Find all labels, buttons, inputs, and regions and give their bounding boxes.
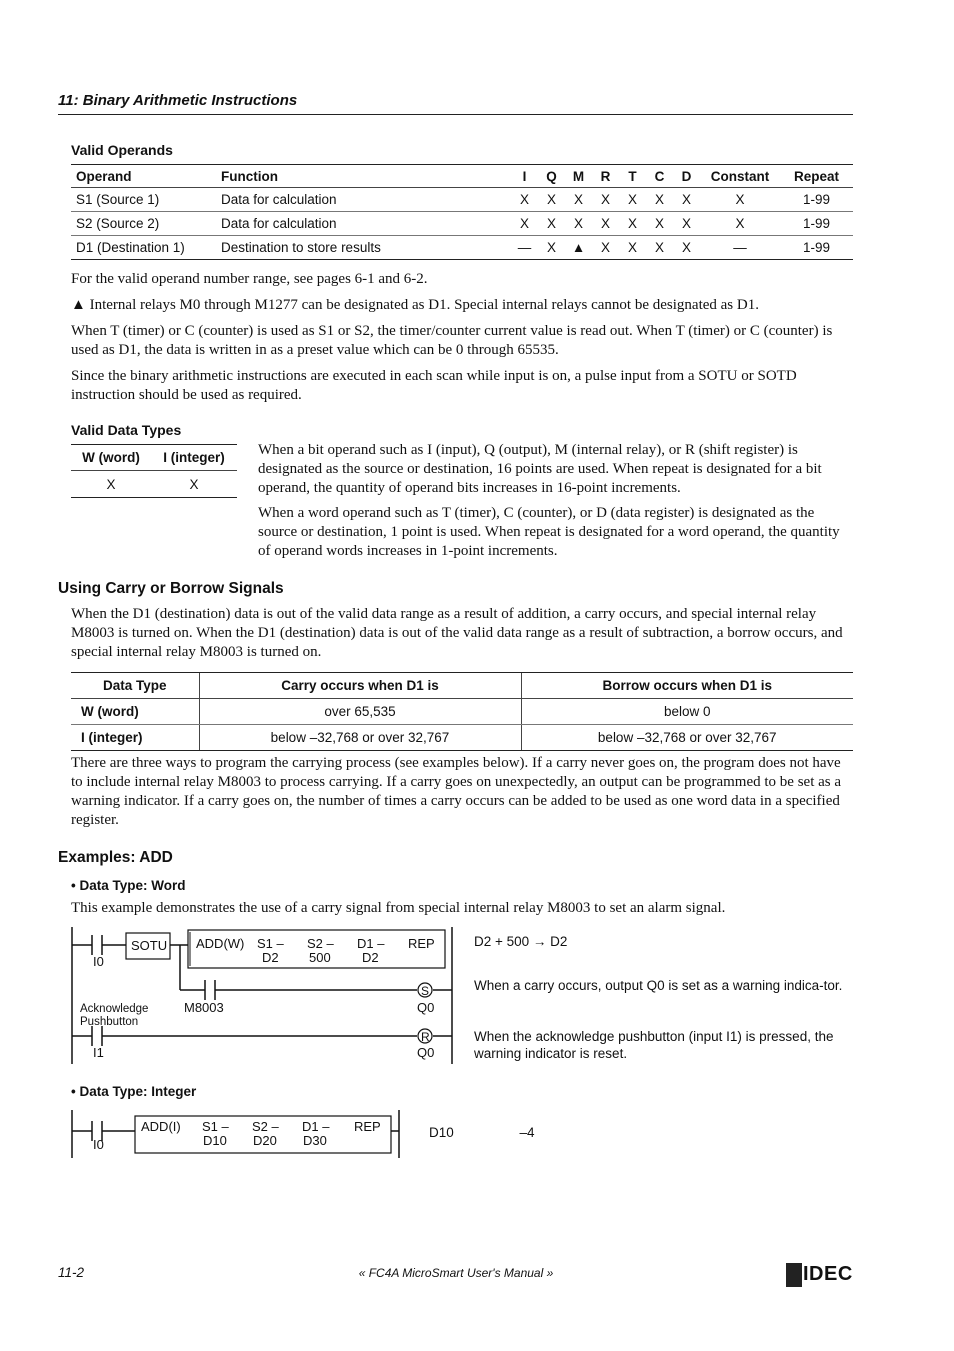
examples-heading: Examples: ADD <box>58 849 173 866</box>
col-function: Function <box>216 165 511 188</box>
cell: D1 (Destination 1) <box>71 236 216 260</box>
col-word: W (word) <box>71 445 151 471</box>
cell: X <box>71 471 151 498</box>
d1-label: D1 – <box>357 936 385 951</box>
add-i-label: ADD(I) <box>141 1119 181 1134</box>
cell: X <box>700 212 780 236</box>
col-integer: I (integer) <box>151 445 237 471</box>
word-operand-note: When a word operand such as T (timer), C (counter), or D (data register) is designated as the source or destination, 1 point is used. When repeat is designated for a word operand, the quantity of operand words increases in 1-point increments. <box>258 505 840 559</box>
col-c: C <box>646 165 673 188</box>
s2-label: S2 – <box>307 936 334 951</box>
valid-operands-table <box>71 164 853 260</box>
idec-logo: IDEC <box>803 1263 853 1285</box>
s2-value: 500 <box>309 950 331 965</box>
col-d: D <box>673 165 700 188</box>
chapter-title: 11: Binary Arithmetic Instructions <box>58 92 298 109</box>
cell: X <box>646 236 673 260</box>
table-row <box>71 212 853 236</box>
rep-label: REP <box>408 936 435 951</box>
s2-label: S2 – <box>252 1119 279 1134</box>
cell: X <box>673 188 700 212</box>
valid-data-types-heading: Valid Data Types <box>71 422 182 438</box>
cell: X <box>538 236 565 260</box>
cell: X <box>511 188 538 212</box>
input-i0-label: I0 <box>93 954 104 969</box>
d1-value: D2 <box>362 950 379 965</box>
cell: 1-99 <box>780 212 853 236</box>
input-i1-label: I1 <box>93 1045 104 1060</box>
set-coil-letter: S <box>421 984 430 998</box>
internal-relay-note: ▲ Internal relays M0 through M1277 can be designated as D1. Special internal relays cannot be designated as D1. <box>71 297 759 313</box>
table-header-row <box>71 673 853 699</box>
acknowledge-note: When the acknowledge pushbutton (input I1) is pressed, the warning indicator is reset. <box>474 1029 834 1061</box>
col-i: I <box>511 165 538 188</box>
cell: X <box>592 212 619 236</box>
add-equation-note: D2 + 500 → D2 <box>474 934 568 949</box>
cell: X <box>565 188 592 212</box>
integer-result-illustration <box>425 1116 795 1148</box>
word-example-bullet: • Data Type: Word <box>71 878 186 893</box>
cell: Destination to store results <box>216 236 511 260</box>
d10-label: D10 <box>429 1125 454 1140</box>
cell: X <box>151 471 237 498</box>
ack-label-line1: Acknowledge <box>80 1003 149 1015</box>
sotu-label: SOTU <box>131 938 168 953</box>
cell: below 0 <box>521 699 853 725</box>
col-r: R <box>592 165 619 188</box>
table-row <box>71 471 237 498</box>
cell: S2 (Source 2) <box>71 212 216 236</box>
cell: X <box>511 212 538 236</box>
cell: W (word) <box>71 699 199 725</box>
cell: below –32,768 or over 32,767 <box>521 725 853 751</box>
d10-value: –4 <box>519 1125 535 1140</box>
cell: X <box>619 188 646 212</box>
valid-data-types-table <box>71 444 237 498</box>
col-q: Q <box>538 165 565 188</box>
cell: X <box>538 212 565 236</box>
add-w-label: ADD(W) <box>196 936 245 951</box>
word-ladder-diagram <box>60 922 470 1070</box>
rep-label: REP <box>354 1119 381 1134</box>
col-t: T <box>619 165 646 188</box>
cell: ▲ <box>565 236 592 260</box>
cell: X <box>565 212 592 236</box>
cell: X <box>619 212 646 236</box>
cell: — <box>511 236 538 260</box>
integer-ladder-diagram <box>60 1106 410 1162</box>
cell: I (integer) <box>71 725 199 751</box>
cell: Data for calculation <box>216 188 511 212</box>
col-carry: Carry occurs when D1 is <box>199 673 521 699</box>
col-borrow: Borrow occurs when D1 is <box>521 673 853 699</box>
cell: over 65,535 <box>199 699 521 725</box>
page-number: 11-2 <box>58 1265 85 1280</box>
input-i0-label: I0 <box>93 1137 104 1152</box>
cell: X <box>673 236 700 260</box>
carry-borrow-table <box>71 672 853 751</box>
reset-coil-letter: R <box>421 1030 430 1044</box>
header-rule <box>58 114 853 115</box>
d1-label: D1 – <box>302 1119 330 1134</box>
cell: X <box>619 236 646 260</box>
table-row <box>71 725 853 751</box>
cell: X <box>592 188 619 212</box>
table-row <box>71 236 853 260</box>
cell: Data for calculation <box>216 212 511 236</box>
col-constant: Constant <box>700 165 780 188</box>
bit-operand-note: When a bit operand such as I (input), Q (output), M (internal relay), or R (shift register) is designated as the source or destination, 16 points are used. When repeat is designated for a bit operand, the quantity of operand bits increases in 16-point increments. <box>258 442 822 496</box>
operand-range-note: For the valid operand number range, see pages 6-1 and 6-2. <box>71 271 428 287</box>
s2-value: D20 <box>253 1133 277 1148</box>
ack-label-line2: Pushbutton <box>80 1016 139 1028</box>
cell: X <box>646 212 673 236</box>
manual-title: « FC4A MicroSmart User's Manual » <box>358 1266 554 1280</box>
cell: X <box>592 236 619 260</box>
carry-outro: There are three ways to program the carrying process (see examples below). If a carry never goes on, the program does not have to include internal relay M8003 to process carrying. If a carry goes on unexpectedly, an output can be programmed to be set as a warning indicator. If a carry goes on, the number of times a carry occurs can be added to be used as one word data in a specified register. <box>71 755 842 828</box>
col-m: M <box>565 165 592 188</box>
cell: X <box>700 188 780 212</box>
q0-reset-label: Q0 <box>417 1045 435 1060</box>
s1-label: S1 – <box>257 936 284 951</box>
pulse-input-note: Since the binary arithmetic instructions are executed in each scan while input is on, a pulse input from a SOTU or SOTD instruction should be used as required. <box>71 368 797 403</box>
cell: X <box>673 212 700 236</box>
cell: 1-99 <box>780 188 853 212</box>
table-row <box>71 188 853 212</box>
integer-example-bullet: • Data Type: Integer <box>71 1084 197 1099</box>
cell: 1-99 <box>780 236 853 260</box>
word-example-desc: This example demonstrates the use of a carry signal from special internal relay M8003 to set an alarm signal. <box>71 900 726 916</box>
s1-value: D10 <box>203 1133 227 1148</box>
carry-warning-note: When a carry occurs, output Q0 is set as a warning indica-tor. <box>474 978 843 993</box>
s1-value: D2 <box>262 950 279 965</box>
col-operand: Operand <box>71 165 216 188</box>
cell: below –32,768 or over 32,767 <box>199 725 521 751</box>
col-repeat: Repeat <box>780 165 853 188</box>
idec-logo-mark <box>786 1263 802 1287</box>
valid-operands-heading: Valid Operands <box>71 142 173 158</box>
carry-section-heading: Using Carry or Borrow Signals <box>58 580 284 597</box>
table-header-row <box>71 165 853 188</box>
q0-set-label: Q0 <box>417 1000 435 1015</box>
table-header-row <box>71 445 237 471</box>
cell: X <box>646 188 673 212</box>
s1-label: S1 – <box>202 1119 229 1134</box>
cell: S1 (Source 1) <box>71 188 216 212</box>
table-row <box>71 699 853 725</box>
carry-intro: When the D1 (destination) data is out of the valid data range as a result of addition, a carry occurs, and special internal relay M8003 is turned on. When the D1 (destination) data is out of the valid data range as a result of subtraction, a borrow occurs, and special internal relay M8003 is turned on. <box>71 606 843 660</box>
col-data-type: Data Type <box>71 673 199 699</box>
cell: X <box>538 188 565 212</box>
cell: — <box>700 236 780 260</box>
timer-counter-note: When T (timer) or C (counter) is used as S1 or S2, the timer/counter current value is read out. When T (timer) or C (counter) is used as D1, the data is written in as a preset value which can be 0 through 65535. <box>71 323 833 358</box>
m8003-label: M8003 <box>184 1000 224 1015</box>
d1-value: D30 <box>303 1133 327 1148</box>
